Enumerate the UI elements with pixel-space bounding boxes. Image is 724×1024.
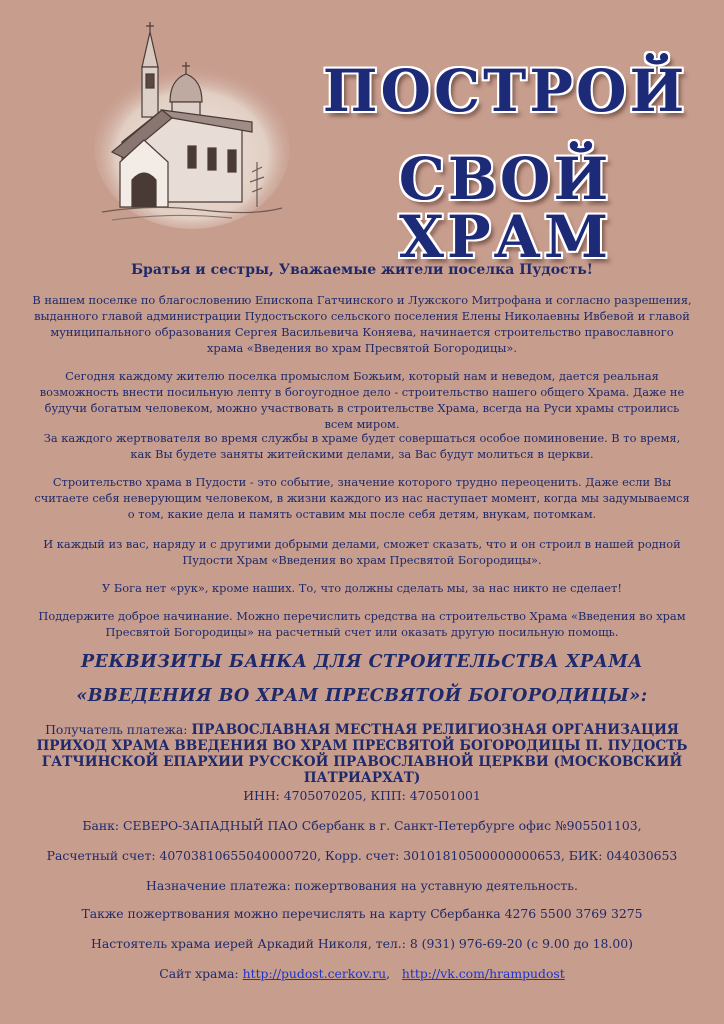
church-sketch-image [92,22,292,232]
paragraph-6: У Бога нет «рук», кроме наших. То, что должны сделать мы, за нас никто не сделает! [102,581,622,595]
bank-heading-2: «ВВЕДЕНИЯ ВО ХРАМ ПРЕСВЯТОЙ БОГОРОДИЦЫ»: [76,686,648,706]
bank-heading-1: РЕКВИЗИТЫ БАНКА ДЛЯ СТРОИТЕЛЬСТВА ХРАМА [81,652,643,672]
paragraph-4: Строительство храма в Пудости - это событие, значение которого трудно переоценить. Даже если Вы считаете себя неверующим человеком, в жизни каждого из нас наступает момент, когда мы задумываемся о том, какие дела и память оставим мы после себя детям, внукам, потомкам. [34,475,690,521]
account-line: Расчетный счет: 40703810655040000720, Корр. счет: 30101810500000000653, БИК: 044030653 [46,848,678,863]
website-link-cerkov[interactable]: http://pudost.cerkov.ru [242,966,387,981]
website-line [20,966,704,982]
paragraph-7: Поддержите доброе начинание. Можно перечислить средства на строительство Храма «Введения во храм Пресвятой Богородицы» на расчетный счет или оказать другую посильную помощь. [38,609,686,639]
website-separator: , [386,966,391,981]
bank-name-line: Банк: СЕВЕРО-ЗАПАДНЫЙ ПАО Сбербанк в г. Санкт-Петербурге офис №905501103, [82,818,642,833]
title-line-2: СВОЙ ХРАМ [398,145,612,271]
paragraph-2: Сегодня каждому жителю поселка промыслом Божьим, который нам и неведом, дается реальная возможность внести посильную лепту в богоугодное дело - строительство нашего общего Храма. Даже не будучи богатым человеком, можно участвовать в строительстве Храма, всегда на Руси храмы строились всем миром. [39,369,685,431]
paragraph-3: За каждого жертвователя во время службы в храме будет совершаться особое поминовение. В то время, как Вы будете заняты житейскими делами, за Вас будут молиться в церкви. [43,431,681,461]
recipient-value: ПРАВОСЛАВНАЯ МЕСТНАЯ РЕЛИГИОЗНАЯ ОРГАНИЗАЦИЯ ПРИХОД ХРАМА ВВЕДЕНИЯ ВО ХРАМ ПРЕСВЯТОЙ БОГОРОДИЦЫ П. ПУДОСТЬ ГАТЧИНСКОЙ ЕПАРХИИ РУССКОЙ ПРАВОСЛАВНОЙ ЦЕРКВИ (МОСКОВСКИЙ ПАТРИАРХАТ) [36,722,688,786]
recipient-block [20,722,704,786]
title-line-1: ПОСТРОЙ [322,57,688,125]
website-label: Сайт храма: [159,966,239,981]
inn-kpp-line: ИНН: 4705070205, КПП: 470501001 [243,788,481,803]
greeting-heading: Братья и сестры, Уважаемые жители поселка Пудость! [131,262,593,278]
purpose-line: Назначение платежа: пожертвования на уставную деятельность. [146,878,578,893]
recipient-label: Получатель платежа: [45,722,188,737]
paragraph-1: В нашем поселке по благословению Епископа Гатчинского и Лужского Митрофана и согласно разрешения, выданного главой администрации Пудостьского сельского поселения Елены Николаевны Ивбевой и главой муниципального образования Сергея Васильевича Коняева, начинается строительство православного храма «Введения во храм Пресвятой Богородицы». [32,293,692,355]
paragraph-5: И каждый из вас, наряду и с другими добрыми делами, сможет сказать, что и он строил в нашей родной Пудости Храм «Введения во храм Пресвятой Богородицы». [43,537,681,567]
card-line: Также пожертвования можно перечислять на карту Сбербанка 4276 5500 3769 3275 [81,906,643,921]
website-link-vk[interactable]: http://vk.com/hrampudost [401,966,565,981]
rector-contact-line: Настоятель храма иерей Аркадий Николя, тел.: 8 (931) 976-69-20 (с 9.00 до 18.00) [91,936,633,951]
